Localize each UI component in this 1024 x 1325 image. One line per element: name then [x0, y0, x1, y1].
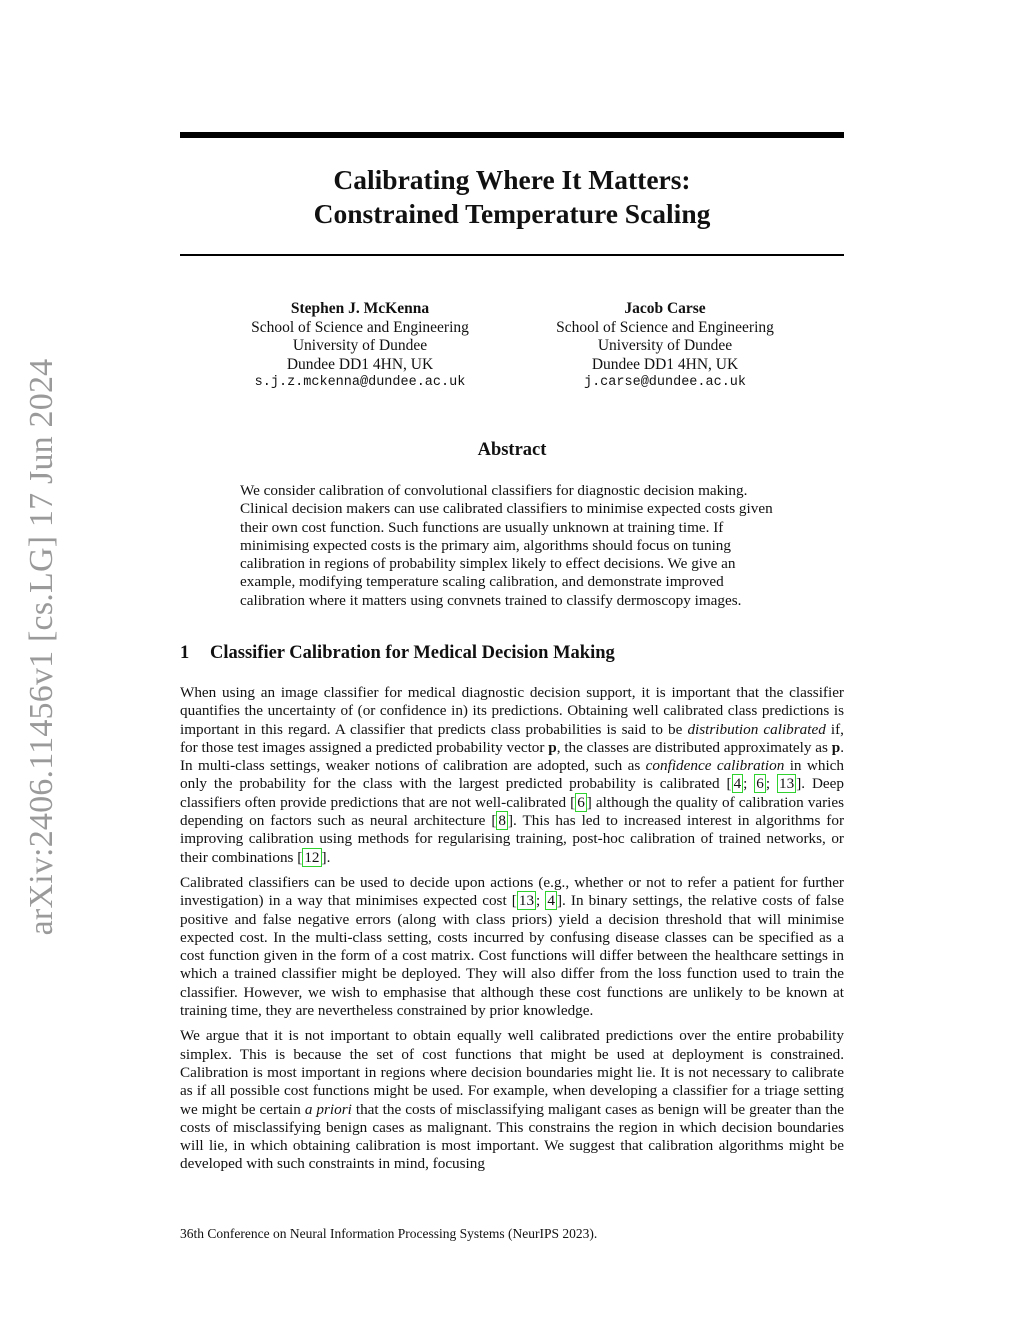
emphasis-text: distribution calibrated: [687, 720, 826, 738]
author-name: Jacob Carse: [624, 300, 706, 317]
paragraph-2: Calibrated classifiers can be used to decide upon actions (e.g., whether or not to refer a patient for further investigation) in a way that minimises expected cost [ 13 ; 4 ]. In binary settings, the relative costs of false positive and false negative errors (along with class priors) yield a decision threshold that will minimise expected cost. In the multi-class setting, costs incurred by confusing disease classes can be specified as a cost function given in the form of a cost matrix. Cost functions will differ between the healthcare settings in which a trained classifier might be deployed. They will also differ from the loss function used to train the classifier. However, we wish to emphasise that although these cost functions are unlikely to be known at training time, they are nevertheless constrained by prior knowledge.: [180, 873, 845, 1020]
author-name: Stephen J. McKenna: [290, 300, 430, 317]
title-line-1: Calibrating Where It Matters:: [333, 164, 691, 195]
emphasis-text: a priori: [304, 1100, 352, 1118]
paper-title: [180, 163, 844, 231]
author-block-2: [530, 300, 800, 393]
title-bottom-rule: [180, 254, 844, 256]
author-university: University of Dundee: [597, 337, 733, 354]
paragraph-1: When using an image classifier for medical diagnostic decision support, it is important that the classifier quantifies the uncertainty of (or confidence in) its predictions. Obtaining well calibrated class predictions is important in this regard. A classifier that predicts class probabilities is said to be distribution calibrated if, for those test images assigned a predicted probability vector p, the classes are distributed approximately as p. In multi-class settings, weaker notions of calibration are adopted, such as confidence calibration in which only the probability for the class with the largest predicted probability is calibrated [ 4 ; 6 ; 13 ]. Deep classifiers often provide predictions that are not well-calibrated [ 6 ] although the quality of calibration varies depending on factors such as neural architecture [ 8 ]. This has led to increased interest in algorithms for improving calibration using methods for regularising training, post-hoc calibration of trained networks, or their combinations [ 12 ].: [180, 684, 845, 866]
section-title: Classifier Calibration for Medical Decision Making: [210, 643, 615, 663]
citation-link[interactable]: 6: [577, 793, 585, 811]
arxiv-identifier-text: arXiv:2406.11456v1 [cs.LG] 17 Jun 2024: [23, 358, 60, 936]
author-email[interactable]: j.carse@dundee.ac.uk: [583, 375, 747, 390]
citation-link[interactable]: 8: [498, 812, 506, 830]
author-school: School of Science and Engineering: [556, 318, 774, 336]
author-block-1: [225, 300, 495, 393]
author-school: School of Science and Engineering: [251, 318, 469, 336]
math-symbol: p: [831, 738, 841, 756]
abstract-text: We consider calibration of convolutional classifiers for diagnostic decision making. Clinical decision makers can use calibrated classifiers to minimise expected costs given their own cost function. Such functions are usually unknown at training time. If minimising expected costs is the primary aim, algorithms should focus on tuning calibration in regions of probability simplex likely to effect decisions. We give an example, modifying temperature scaling calibration, and demonstrate improved calibration where it matters using convnets trained to classify dermoscopy images.: [240, 482, 773, 609]
author-address: Dundee DD1 4HN, UK: [286, 355, 434, 373]
title-top-rule: [180, 132, 844, 138]
section-heading: [180, 643, 844, 664]
citation-link[interactable]: 13: [518, 892, 535, 910]
citation-link[interactable]: 4: [547, 892, 555, 910]
author-address: Dundee DD1 4HN, UK: [591, 355, 739, 373]
emphasis-text: confidence calibration: [645, 757, 785, 775]
citation-link[interactable]: 12: [304, 848, 320, 866]
author-university: University of Dundee: [292, 337, 428, 354]
section-body: [180, 684, 844, 1181]
citation-link[interactable]: 4: [733, 775, 742, 793]
citation-link[interactable]: 6: [756, 775, 764, 793]
math-symbol: p: [548, 738, 557, 756]
arxiv-identifier: [18, 358, 66, 936]
abstract-heading: Abstract: [477, 440, 547, 460]
author-email[interactable]: s.j.z.mckenna@dundee.ac.uk: [254, 375, 466, 390]
title-line-2: Constrained Temperature Scaling: [313, 198, 711, 229]
section-number: 1: [180, 643, 190, 663]
conference-footnote: 36th Conference on Neural Information Processing Systems (NeurIPS 2023).: [180, 1226, 598, 1241]
paragraph-3: We argue that it is not important to obtain equally well calibrated predictions over the entire probability simplex. This is because the set of cost functions that might be used at deployment is constrained. Calibration is most important in regions where decision boundaries might lie. It is not necessary to calibrate as if all possible cost functions might be used. For example, when developing a classifier for a triage setting we might be certain a priori that the costs of misclassifying maligant cases as benign will be greater than the costs of misclassifying benign cases as malignant. This constrains the region in which decision boundaries will lie, in which obtaining calibration is most important. We suggest that calibration algorithms might be developed with such constraints in mind, focusing: [180, 1027, 844, 1173]
citation-link[interactable]: 13: [779, 775, 795, 793]
